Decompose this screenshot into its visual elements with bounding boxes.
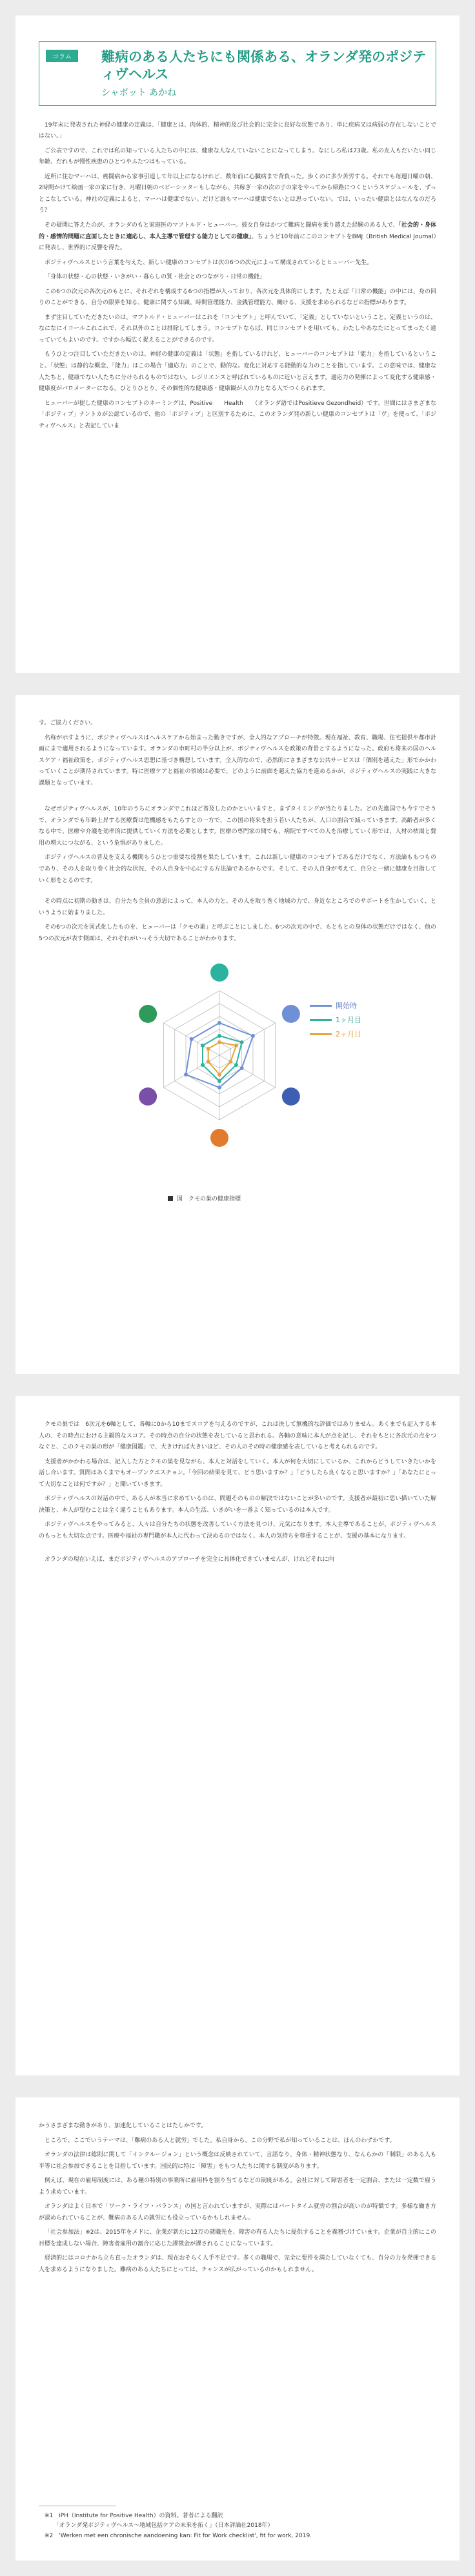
dimension-icon [210,1129,228,1147]
series-point [217,1034,221,1038]
paragraph: オランダはよく日本で「ワーク・ライフ・バランス」の国と言われていますが、実際にはパートタイム就労の割合が高いのが特徴です。多様な働き方が認められていることが、難病のある人の就労にも役立っているかもしれません。 [39,2203,436,2221]
dimension-icon [282,1087,300,1106]
series-point [201,1044,205,1047]
page-3 [15,1396,460,2076]
column-header [39,41,436,106]
paragraph: 名称が示すように、ポジティヴヘルスはヘルスケアから始まった動きですが、全人的なアプローチが特徴。現在福祉、教育、職場、住宅提供や都市計画にまで適用されるようになっています。オランダの市町村の半分以上が、ポジティヴヘルスを政策の背景とするようになった。政府も将来の国のヘルスケア・福祉政策を、ポジティヴヘルス思想に基づき構想しています。全人的なので、必然的にさまざまな公共サービスは「個別を越えた」形でかかわっていくことが期待されています。特に医療ケアと福祉の領域は必要で、どのように前面を越えた協力を進めるかが、ポジティヴヘルスの実践に大きな課題となっています。 [39,734,436,787]
legend-swatch [310,1005,332,1007]
paragraph: まず注目していただきたいのは、マフトルド・ヒューバーはこれを「コンセプト」と呼んでいて、「定義」としていないということ。定義というのは、なになにイコールこれこれで、それ以外のことは排除してしまう。コンセプトならば、同じコンセプトを用いても、わたしやあなたにとってまったく違っていてもよいのです。ですから幅広く捉えることができるのです。 [39,314,436,344]
paragraph: 「社会参加法」※2は、2015年をメドに、企業が新たに12万の就職先を、障害の有る人たちに提供することを義務づけています。企業が自主的にこの目標を達成しない場合、障害者雇用の割合に応じた課徴金が課されることになっています。 [39,2229,436,2247]
body-text-4 [39,2121,436,2276]
paragraph: この6つの次元の各次元のもとに、それぞれを構成する6つの指標が入っており、各次元を具体的にします。たとえば「日常の機能」の中には、身の回りのことができる、自分の限界を知る、健康に関する知識、時間管理能力、金銭管理能力、働ける、支援を求められるなどの指標があります。 [39,288,436,307]
series-point [228,1060,232,1064]
figure-caption [39,1194,436,1202]
text-run: その疑問に答えたのが、オランダのもと家庭医のマフトルド・ヒューバー。彼女自身はかつて難病と闘病を乗り越えた経験のある人で、 [45,222,399,229]
legend-item [310,1029,361,1039]
paragraph: す。ご協力ください。 [39,720,97,726]
paragraph: ポジティヴヘルスという言葉を与えた、新しい健康のコンセプトは次の6つの次元によって構成されているとヒューバー先生。 [45,259,373,266]
column-badge: コラム [46,50,78,62]
page-4 [15,2097,460,2561]
body-text-3 [39,1419,436,1566]
series-point [207,1060,210,1064]
text-run: 。ちょうど10年前にこのコンセプトをBMJ（British Medical Journal）に発表し、世界的に反響を得た。 [39,233,436,252]
paragraph: その6つの次元を図式化したものを、ヒューバーは「クモの巣」と呼ぶことにしました。6つの次元の中で、もともとの身体の状態だけではなく、他の5つの次元が表す側面は、それぞれがいっそう大切であることがわかります。 [39,924,436,942]
paragraph: 「身体の状態・心の状態・いきがい・暮らしの質・社会とのつながり・日常の機能」 [45,274,266,281]
paragraph: 近所に住むマーハは、癌闘病から家事引退して年以上になるけれど、数年前に心臓病まで背負った。歩くのに多少苦労する。それでも毎週日曜の朝、2時間かけて絵画一家の家に行き、月曜日朝のベビーシッターもしながら、共稼ぎ一家の次の子の家をやってから帰路につくというスケジュールを、ずっとこなしている。神社の定義によると、マーハは健康でない。だけど誰もマーハは健康でないとは思っていない。では、いったい健康とはなんなのだろう？ [39,173,436,214]
axis-line [163,1055,219,1087]
series-point [190,1037,194,1041]
series-point [217,1040,221,1044]
bold-definition: 「社会的・身体的・感情的問題に直面したときに適応し、本人主導で管理する能力としての健康」 [39,222,436,240]
page-2 [15,695,460,1374]
series-point [207,1047,210,1051]
legend-label: 2ヶ月目 [336,1030,361,1039]
paragraph: ところで、ここでいうテーマは、「難病のある人と就労」でした。私自身から、この分野で私が知っていることは、ほんのわずかです。 [45,2137,396,2144]
article-title: 難病のある人たちにも関係ある、オランダ発のポジティヴヘルス [101,49,427,83]
paragraph: ヒューバーが提した健康のコンセプトのネーミングは、Positive Health （オランダ語ではPositieve Gezondheid）です。世間にはさまざまな「ポジティブ」ナントカが公認ているので、他の「ポジティブ」と区別するために、このオランダ発の新しい健康のコンセプトは「ヴ」を使って、「ポジティヴヘルス」と表記していま [39,400,436,429]
series-point [234,1063,238,1067]
article-author: シャボット あかね [101,87,177,98]
legend-item [310,1000,361,1011]
legend-swatch [310,1033,332,1035]
paragraph: かうさまざまな動きがあり、加速化していることはたしかです。 [39,2123,207,2129]
dimension-icon [139,1005,157,1023]
footnote: ※1 iPH（Institute for Positive Health）の資料。著者による翻訳 [45,2513,223,2520]
legend-label: 開始時 [336,1002,357,1011]
paragraph: クモの巣では 6次元を6軸として、各軸に0から10までスコアを与えるのですが、これは決して無機的な評価ではありません。あくまでも記入する本人の、その時点における主観的なスコア。その時点の自分の状態を表していると思われる。各軸の意味に本人が点を記し、それをもとに各次元の点をつなぐと、このクモの巣の形が「健康図鑑」で、大きければ大きいほど、その人のその時の健康感を表していると考えられるのです。 [39,1421,436,1451]
paragraph: 例えば、現在の雇用制度には、ある種の特別の事業所に雇用枠を割り当てるなどの制度がある。会社に対して障害者を一定割合、または一定数で雇うよう求めています。 [39,2178,436,2196]
paragraph: オランダの現在いえば、まだポジティヴヘルスのアプローチを完全に具体化できていませんが、けれどそれに向 [45,1556,334,1563]
paragraph: もうひとつ注目していただきたいのは、神経の健康の定義は「状態」を指しているけれど、ヒューバーのコンセプトは「能力」を指しているということ。「状態」は静的な概念、「能力」はこの場合「適応力」のことで、動的な。変化に対応する能動的な力のことを指しています。この意味では、健康な人たちと、健康でない人たちに分けられるものではない。レジリエンスと呼ばれているものに近いと言えます。適応力の発揮によって変化する健康感・健康度がバロメーターになる。ひとりひとり、その個性的な健康感・健康観が人の力となる人でつくられます。 [39,351,436,393]
paragraph: ポジティヴヘルスをやってみると、人々は自分たちの状態を改善していく方法を見つけ、元気になります。本人主導であることが、ポジティヴヘルスのもっとも大切な点です。医療や福祉の専門職が本人に代わって決めるのではなく、本人の気持ちを尊重することが、支援の基本になります。 [39,1521,436,1540]
series-point [217,1073,221,1077]
legend-swatch [310,1019,332,1021]
legend-label: 1ヶ月目 [336,1016,361,1025]
paragraph: ポジティヴヘルスの対話の中で、ある人が本当に求めているのは、問題そのものの解決ではないことが多いのです。支援者が最初に思い描いていた解決策と、本人が望むことは全く違うこともあります。本人の生活、いきがいを一番よく知っているのは本人です。 [39,1496,436,1514]
caption-marker [168,1196,173,1201]
paragraph: 支援者がかかわる場合は、記入した方とクモの巣を見ながら、本人と対話をしていく。本人が何を大切にしているか、これからどうしていきたいかを話し合います。質問はあくまでもオープンクエスチョン。「今回の結果を見て、どう思いますか？」「どうしたら良くなると思いますか？」「あなたにとって大切なことは何ですか？」と聞いていきます。 [39,1458,436,1488]
series-point [217,1079,221,1083]
axis-line [219,1055,276,1087]
paragraph [39,220,436,254]
paragraph: 19年末に発表された神経の健康の定義は、「健康とは、肉体的、精神的及び社会的に完全に良好な状態であり、単に疾病又は病弱の存在しないことではない。」 [39,121,436,140]
chart-legend [310,1000,361,1043]
spider-figure [39,949,436,1181]
page-1 [15,15,460,673]
paragraph: ポジティヴヘルスの普及を支える機関もうひとつ重要な役割を果たしています。これは新しい健康のコンセプトであるだけでなく、方法論ももつものであり、その人を取り巻く社会的な状況、その人自身を中心にする方法論であるからです。そして、その人自身が考えて、自分と一緒に健康を目指していく形をとるのです。 [39,854,436,884]
caption-text: 図 クモの巣の健康指標 [177,1196,241,1203]
body-text-1 [39,120,436,433]
paragraph: なぜポジティヴヘルスが、10年のうちにオランダでこれほど普及したのかといいますと、まずタイミングが当たりました。どの先進国でも今すでそうで、オランダでも年齢上昇する医療費は危機感をもたらすとの一方で、この国の将来を担う若い人たちが、人口の割合で減っていきます。高齢者が多くなる中で、医療や介護を効率的に提供していく方法を必要とします。医療の専門家の間でも、病院ですべての人を治療していく形では、人材の枯渇と費用の増大につながる、という危惧がありました。 [39,806,436,847]
series-point [217,1021,221,1025]
paragraph: オランダの法律は総則に関して「インクルージョン」という概念は反映されていて、言語なり、身体・精神状態なり、なんらかの「制限」のある人も平等に社会参加できることを目指しています。国民的に特に「障害」をもつ人たちに関する制度があります。 [39,2152,436,2170]
dimension-icon [282,1005,300,1023]
footnotes [39,2506,436,2541]
series-point [184,1073,188,1077]
footnote: 「オランダ発ポジティヴヘルス～地域包括ケアの未来を拓く」（日本評論社2018年） [45,2522,274,2530]
series-point [240,1066,244,1070]
series-point [251,1034,255,1038]
paragraph: 経済的にはコロナから立ち直ったオランダは、現在おそらく人手不足です。多くの職場で、完全に要件を満たしていなくても、自分の力を発揮できる人を求めるようになりました。難病のある人たちにとっては、チャンスが広がっているのかもしれません。 [39,2255,436,2274]
paragraph: ご公表ですので、これでは私の知っている人たちの中には、健康な人なんていないことになってしまう。なにしろ私は73歳。私の友人もだいたい同じ年齢。だれもが慢性疾患のひとつやふたつはもっている。 [39,147,436,166]
paragraph: その時点に初期の動きは、自分たち全員の意思によって、本人の力と、その人を取り巻く地域の力で、身近なところでのサポートを生かしていく、というように始まりました。 [39,898,436,916]
body-text-2 [39,718,436,945]
footnote: ※2 'Werken met een chronische aandoening kan: Fit for Work checklist', fit for work, 2019. [45,2532,312,2539]
dimension-icon [139,1087,157,1106]
radar-chart [103,949,336,1162]
dimension-icon [210,963,228,982]
series-point [240,1040,244,1044]
legend-item [310,1015,361,1025]
series-point [234,1044,238,1047]
series-point [217,1086,221,1089]
series-point [201,1063,205,1067]
